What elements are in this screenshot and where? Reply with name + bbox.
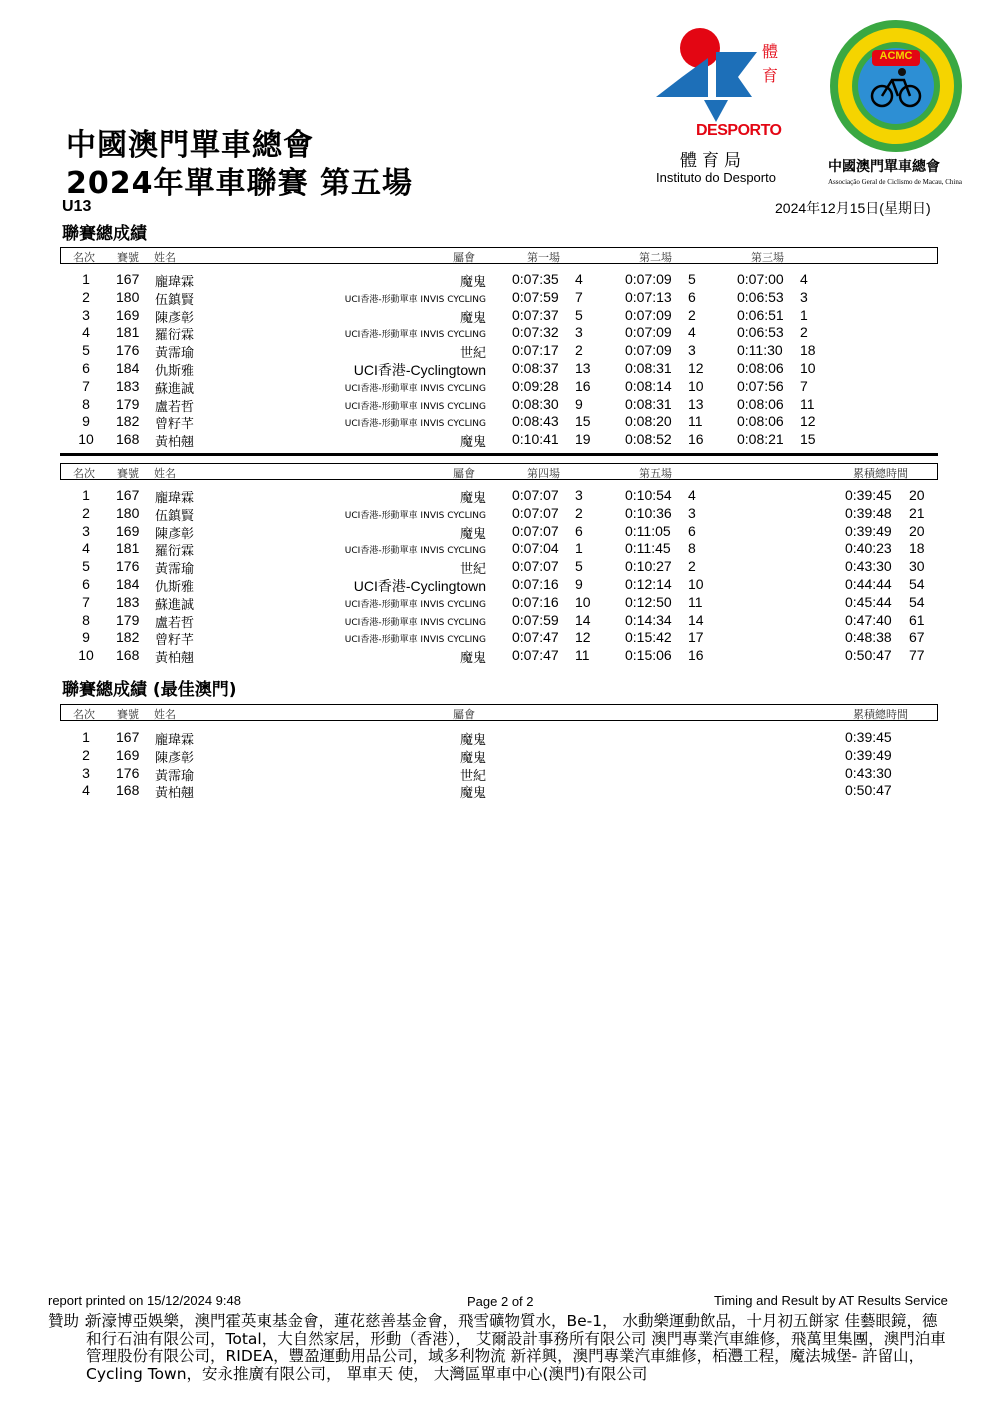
header-stage3: 第三場	[751, 251, 784, 264]
stage3-points: 15	[800, 431, 816, 448]
team-cell: UCI香港-形動單車 INVIS CYCLING	[344, 635, 486, 646]
stage4-points: 5	[575, 558, 583, 575]
stage4-time: 0:07:16	[512, 576, 559, 592]
header-total: 累積總時間	[853, 708, 908, 721]
stage1-points: 16	[575, 377, 591, 394]
table-row	[60, 413, 938, 431]
stage2-points: 16	[688, 431, 704, 448]
stage2-points: 4	[688, 324, 696, 341]
header-bib: 賽號	[117, 467, 139, 480]
rank-cell: 9	[82, 629, 90, 646]
header-team: 屬會	[453, 708, 475, 721]
total-time: 0:48:38	[845, 629, 892, 646]
bib-cell: 181	[116, 324, 140, 341]
stage1-time: 0:09:28	[512, 377, 559, 394]
stage3-time: 0:08:21	[737, 431, 784, 448]
team-cell: 魔鬼	[459, 733, 486, 748]
total-points: 61	[909, 611, 925, 628]
total-points: 77	[909, 647, 925, 664]
stage5-points: 14	[688, 611, 704, 628]
team-cell: 魔鬼	[459, 526, 486, 542]
rider-name-cell: 陳彥彰	[155, 526, 195, 542]
header-stage1: 第一場	[527, 251, 560, 264]
rider-name-cell: 陳彥彰	[155, 750, 195, 766]
stage2-points: 3	[688, 342, 696, 359]
team-cell: 世紀	[459, 346, 486, 362]
desporto-cn: 體育局	[680, 151, 746, 171]
bib-cell: 169	[116, 522, 140, 539]
acmc-cn: 中國澳門單車總會	[828, 159, 940, 175]
team-cell: 魔鬼	[459, 310, 486, 326]
rider-name-cell: 龐瑋霖	[155, 491, 195, 506]
table-row	[60, 540, 938, 558]
stage4-points: 3	[575, 487, 583, 503]
stage4-points: 1	[575, 540, 583, 557]
team-cell: UCI香港-形動單車 INVIS CYCLING	[344, 294, 486, 305]
total-points: 30	[909, 558, 925, 575]
desporto-char-2: 育	[762, 66, 779, 85]
stage5-time: 0:15:06	[625, 647, 672, 664]
header-name: 姓名	[154, 708, 176, 721]
rank-cell: 1	[82, 271, 90, 287]
bib-cell: 176	[116, 342, 140, 359]
table-row	[60, 765, 938, 783]
team-cell: 魔鬼	[459, 750, 486, 766]
stage5-points: 10	[688, 576, 704, 592]
acmc-emblem-icon	[826, 20, 966, 152]
team-cell: 魔鬼	[459, 435, 486, 451]
team-cell: 魔鬼	[459, 651, 486, 667]
stage1-time: 0:08:37	[512, 360, 559, 376]
team-cell: UCI香港-Cyclingtown	[353, 362, 486, 378]
rider-name-cell: 羅衍霖	[155, 544, 195, 560]
stage2-time: 0:08:20	[625, 413, 672, 430]
rank-cell: 9	[82, 413, 90, 430]
rank-cell: 10	[78, 647, 94, 664]
total-time: 0:50:47	[845, 782, 892, 799]
stage2-points: 6	[688, 288, 696, 305]
stage5-time: 0:10:36	[625, 504, 672, 521]
rank-cell: 2	[82, 504, 90, 521]
total-points: 21	[909, 504, 925, 521]
stage2-points: 5	[688, 271, 696, 287]
rider-name-cell: 黃柏翹	[155, 435, 195, 451]
team-cell: UCI香港-Cyclingtown	[353, 578, 486, 594]
stage3-time: 0:06:51	[737, 306, 784, 323]
team-cell: UCI香港-形動單車 INVIS CYCLING	[344, 330, 486, 341]
table-row	[60, 360, 938, 378]
stage1-time: 0:08:30	[512, 395, 559, 412]
table-row	[60, 342, 938, 360]
rank-cell: 8	[82, 395, 90, 412]
stage5-time: 0:11:05	[625, 522, 671, 539]
table-row	[60, 558, 938, 576]
rider-name-cell: 黃霈瑜	[155, 346, 195, 362]
table-row	[60, 324, 938, 342]
rider-name-cell: 盧若哲	[155, 615, 195, 631]
rider-name-cell: 仇斯雅	[155, 580, 195, 595]
category-label: U13	[62, 198, 92, 215]
rider-name-cell: 黃柏翹	[155, 651, 195, 667]
desporto-char-1: 體	[762, 42, 779, 61]
header-total: 累積總時間	[853, 467, 908, 480]
stage4-points: 14	[575, 611, 591, 628]
bib-cell: 179	[116, 395, 140, 412]
bib-cell: 180	[116, 504, 140, 521]
stage5-time: 0:10:54	[625, 487, 672, 503]
stage1-points: 2	[575, 342, 583, 359]
desporto-logo	[652, 22, 792, 192]
total-time: 0:39:45	[845, 487, 892, 503]
team-cell: 魔鬼	[459, 275, 486, 290]
stage5-points: 17	[688, 629, 704, 646]
bib-cell: 167	[116, 271, 140, 287]
stage1-points: 19	[575, 431, 591, 448]
stage1-points: 9	[575, 395, 583, 412]
table-row	[60, 647, 938, 665]
stage5-points: 4	[688, 487, 696, 503]
table-row	[60, 271, 938, 289]
table-row	[60, 782, 938, 800]
table-row	[60, 505, 938, 523]
timing-credit: Timing and Result by AT Results Service	[714, 1293, 948, 1308]
rank-cell: 6	[82, 360, 90, 376]
stage4-time: 0:07:07	[512, 522, 559, 539]
team-cell: 世紀	[459, 562, 486, 578]
rider-name-cell: 仇斯雅	[155, 364, 195, 379]
rider-name-cell: 黃霈瑜	[155, 562, 195, 578]
stage4-points: 11	[575, 647, 590, 664]
page-number: Page 2 of 2	[467, 1294, 534, 1309]
total-points: 20	[909, 487, 925, 503]
desporto-brand: DESPORTO	[696, 122, 782, 139]
stage1-points: 5	[575, 306, 583, 323]
total-time: 0:44:44	[845, 576, 892, 592]
stage3-time: 0:08:06	[737, 360, 784, 376]
sponsor-label: 贊助 :	[48, 1312, 90, 1330]
total-time: 0:39:45	[845, 729, 892, 745]
stage5-time: 0:11:45	[625, 540, 671, 557]
stage4-points: 6	[575, 522, 583, 539]
table-row	[60, 594, 938, 612]
rider-name-cell: 蘇進誠	[155, 597, 195, 613]
stage4-time: 0:07:47	[512, 629, 559, 646]
stage3-time: 0:08:06	[737, 395, 784, 412]
table-divider	[60, 453, 938, 456]
stage2-points: 13	[688, 395, 704, 412]
rank-cell: 1	[82, 729, 90, 745]
desporto-pt: Instituto do Desporto	[656, 170, 776, 185]
bib-cell: 167	[116, 487, 140, 503]
table-row	[60, 523, 938, 541]
stage4-points: 10	[575, 593, 591, 610]
stage3-points: 7	[800, 377, 808, 394]
stage2-time: 0:07:09	[625, 324, 672, 341]
table-row	[60, 729, 938, 747]
bib-cell: 176	[116, 764, 140, 781]
rank-cell: 4	[82, 540, 90, 557]
table-row	[60, 396, 938, 414]
stage2-points: 11	[688, 413, 703, 430]
table-row	[60, 289, 938, 307]
stage1-time: 0:07:37	[512, 306, 559, 323]
rank-cell: 2	[82, 746, 90, 763]
stage5-time: 0:14:34	[625, 611, 672, 628]
rank-cell: 5	[82, 342, 90, 359]
rider-name-cell: 龐瑋霖	[155, 275, 195, 290]
event-title: 2024年單車聯賽 第五場	[66, 166, 413, 201]
total-points: 54	[909, 593, 925, 610]
rank-cell: 7	[82, 377, 90, 394]
stage3-points: 11	[800, 395, 815, 412]
total-time: 0:50:47	[845, 647, 892, 664]
bib-cell: 184	[116, 576, 140, 592]
team-cell: UCI香港-形動單車 INVIS CYCLING	[344, 383, 486, 394]
bib-cell: 169	[116, 306, 140, 323]
bib-cell: 182	[116, 413, 140, 430]
total-time: 0:39:49	[845, 522, 892, 539]
total-time: 0:39:49	[845, 746, 892, 763]
total-time: 0:43:30	[845, 764, 892, 781]
header-name: 姓名	[154, 467, 176, 480]
stage1-time: 0:08:43	[512, 413, 559, 430]
stage3-time: 0:08:06	[737, 413, 784, 430]
team-cell: UCI香港-形動單車 INVIS CYCLING	[344, 546, 486, 557]
acmc-pt: Associação Geral de Ciclismo de Macau, China	[828, 178, 962, 186]
table2-header	[60, 463, 938, 480]
header-bib: 賽號	[117, 251, 139, 264]
rank-cell: 1	[82, 487, 90, 503]
rank-cell: 5	[82, 558, 90, 575]
bib-cell: 182	[116, 629, 140, 646]
team-cell: UCI香港-形動單車 INVIS CYCLING	[344, 617, 486, 628]
header-rank: 名次	[73, 708, 95, 721]
header-team: 屬會	[453, 251, 475, 264]
stage3-time: 0:11:30	[737, 342, 783, 359]
bib-cell: 168	[116, 431, 140, 448]
bib-cell: 176	[116, 558, 140, 575]
total-time: 0:45:44	[845, 593, 892, 610]
stage5-points: 16	[688, 647, 704, 664]
stage2-time: 0:08:31	[625, 360, 672, 376]
bib-cell: 168	[116, 647, 140, 664]
rider-name-cell: 曾籽芊	[155, 417, 195, 433]
rider-name-cell: 曾籽芊	[155, 633, 195, 649]
table-row	[60, 307, 938, 325]
bib-cell: 183	[116, 593, 140, 610]
rank-cell: 10	[78, 431, 94, 448]
team-cell: 世紀	[459, 768, 486, 784]
total-points: 54	[909, 576, 925, 592]
bib-cell: 181	[116, 540, 140, 557]
stage4-time: 0:07:04	[512, 540, 559, 557]
stage2-time: 0:07:09	[625, 271, 672, 287]
sponsor-list: 新濠博亞娛樂，澳門霍英東基金會，蓮花慈善基金會，飛雪礦物質水，Be-1， 水動樂運動飲品，十月初五餅家 佳藝眼鏡，德和行石油有限公司，Total，大自然家居，形動（香港）， 艾爾設計事務所有限公司 澳門專業汽車維修，飛萬里集團，澳門泊車管理股份有限公司，RIDEA，豐盈運動用品公司，域多利物流 新祥興，澳門專業汽車維修，栢灃工程，魔法城堡- 許留山，Cycling Town，安永推廣有限公司， 單車天 使， 大灣區單車中心(澳門)有限公司	[86, 1312, 946, 1383]
table3-header	[60, 704, 938, 721]
rider-name-cell: 羅衍霖	[155, 328, 195, 344]
stage5-time: 0:15:42	[625, 629, 672, 646]
stage3-points: 10	[800, 360, 816, 376]
bib-cell: 167	[116, 729, 140, 745]
bib-cell: 184	[116, 360, 140, 376]
stage1-points: 4	[575, 271, 583, 287]
stage2-time: 0:08:52	[625, 431, 672, 448]
bib-cell: 169	[116, 746, 140, 763]
stage4-time: 0:07:47	[512, 647, 559, 664]
stage3-time: 0:06:53	[737, 288, 784, 305]
table-row	[60, 576, 938, 594]
stage1-time: 0:07:17	[512, 342, 559, 359]
stage3-points: 1	[800, 306, 808, 323]
stage1-time: 0:07:59	[512, 288, 559, 305]
team-cell: UCI香港-形動單車 INVIS CYCLING	[344, 599, 486, 610]
rank-cell: 3	[82, 764, 90, 781]
stage4-points: 2	[575, 504, 583, 521]
stage1-points: 7	[575, 288, 583, 305]
stage2-time: 0:08:31	[625, 395, 672, 412]
stage4-points: 9	[575, 576, 583, 592]
stage4-time: 0:07:07	[512, 487, 559, 503]
table-row	[60, 629, 938, 647]
rank-cell: 3	[82, 522, 90, 539]
team-cell: 魔鬼	[459, 491, 486, 506]
stage1-time: 0:07:32	[512, 324, 559, 341]
stage2-time: 0:07:09	[625, 342, 672, 359]
printed-timestamp: report printed on 15/12/2024 9:48	[48, 1293, 241, 1308]
header-bib: 賽號	[117, 708, 139, 721]
stage2-time: 0:07:13	[625, 288, 672, 305]
rider-name-cell: 伍鎮賢	[155, 508, 195, 524]
stage2-points: 10	[688, 377, 704, 394]
total-time: 0:40:23	[845, 540, 892, 557]
stage3-points: 3	[800, 288, 808, 305]
rank-cell: 4	[82, 782, 90, 799]
stage4-points: 12	[575, 629, 591, 646]
team-cell: UCI香港-形動單車 INVIS CYCLING	[344, 401, 486, 412]
stage3-time: 0:06:53	[737, 324, 784, 341]
header-stage4: 第四場	[527, 467, 560, 480]
team-cell: 魔鬼	[459, 786, 486, 802]
stage3-time: 0:07:00	[737, 271, 784, 287]
stage3-points: 4	[800, 271, 808, 287]
table1-header	[60, 247, 938, 264]
stage5-points: 11	[688, 593, 703, 610]
bib-cell: 183	[116, 377, 140, 394]
table-row	[60, 747, 938, 765]
rank-cell: 4	[82, 324, 90, 341]
rank-cell: 6	[82, 576, 90, 592]
stage2-points: 2	[688, 306, 696, 323]
best-macau-title: 聯賽總成績 (最佳澳門)	[62, 680, 237, 700]
table-row	[60, 612, 938, 630]
stage2-points: 12	[688, 360, 704, 376]
rider-name-cell: 黃霈瑜	[155, 768, 195, 784]
stage2-time: 0:08:14	[625, 377, 672, 394]
rider-name-cell: 陳彥彰	[155, 310, 195, 326]
table-row	[60, 487, 938, 505]
total-time: 0:43:30	[845, 558, 892, 575]
header-rank: 名次	[73, 251, 95, 264]
total-time: 0:39:48	[845, 504, 892, 521]
rank-cell: 2	[82, 288, 90, 305]
table-row	[60, 431, 938, 449]
stage3-time: 0:07:56	[737, 377, 784, 394]
rider-name-cell: 盧若哲	[155, 399, 195, 415]
total-points: 20	[909, 522, 925, 539]
rider-name-cell: 伍鎮賢	[155, 292, 195, 308]
rider-name-cell: 龐瑋霖	[155, 733, 195, 748]
org-title: 中國澳門單車總會	[66, 128, 314, 163]
stage4-time: 0:07:59	[512, 611, 559, 628]
bib-cell: 179	[116, 611, 140, 628]
header-name: 姓名	[154, 251, 176, 264]
team-cell: UCI香港-形動單車 INVIS CYCLING	[344, 510, 486, 521]
header-rank: 名次	[73, 467, 95, 480]
rank-cell: 3	[82, 306, 90, 323]
stage5-time: 0:10:27	[625, 558, 672, 575]
stage5-points: 2	[688, 558, 696, 575]
stage3-points: 18	[800, 342, 816, 359]
stage5-time: 0:12:14	[625, 576, 672, 592]
stage3-points: 2	[800, 324, 808, 341]
stage3-points: 12	[800, 413, 816, 430]
rider-name-cell: 黃柏翹	[155, 786, 195, 802]
rider-name-cell: 蘇進誠	[155, 381, 195, 397]
stage4-time: 0:07:07	[512, 558, 559, 575]
header-team: 屬會	[453, 467, 475, 480]
stage5-points: 3	[688, 504, 696, 521]
rank-cell: 7	[82, 593, 90, 610]
stage4-time: 0:07:16	[512, 593, 559, 610]
section-title: 聯賽總成績	[62, 224, 147, 244]
table-row	[60, 378, 938, 396]
stage1-time: 0:10:41	[512, 431, 559, 448]
bib-cell: 180	[116, 288, 140, 305]
stage2-time: 0:07:09	[625, 306, 672, 323]
acmc-abbr: ACMC	[879, 50, 913, 62]
stage5-points: 8	[688, 540, 696, 557]
total-points: 18	[909, 540, 925, 557]
stage5-points: 6	[688, 522, 696, 539]
event-date: 2024年12月15日(星期日)	[775, 200, 931, 216]
header-stage2: 第二場	[639, 251, 672, 264]
header-stage5: 第五場	[639, 467, 672, 480]
rank-cell: 8	[82, 611, 90, 628]
team-cell: UCI香港-形動單車 INVIS CYCLING	[344, 419, 486, 430]
stage4-time: 0:07:07	[512, 504, 559, 521]
acmc-logo	[826, 20, 966, 192]
stage1-points: 15	[575, 413, 591, 430]
bib-cell: 168	[116, 782, 140, 799]
total-time: 0:47:40	[845, 611, 892, 628]
stage1-points: 3	[575, 324, 583, 341]
total-points: 67	[909, 629, 925, 646]
stage1-time: 0:07:35	[512, 271, 559, 287]
stage1-points: 13	[575, 360, 591, 376]
stage5-time: 0:12:50	[625, 593, 672, 610]
